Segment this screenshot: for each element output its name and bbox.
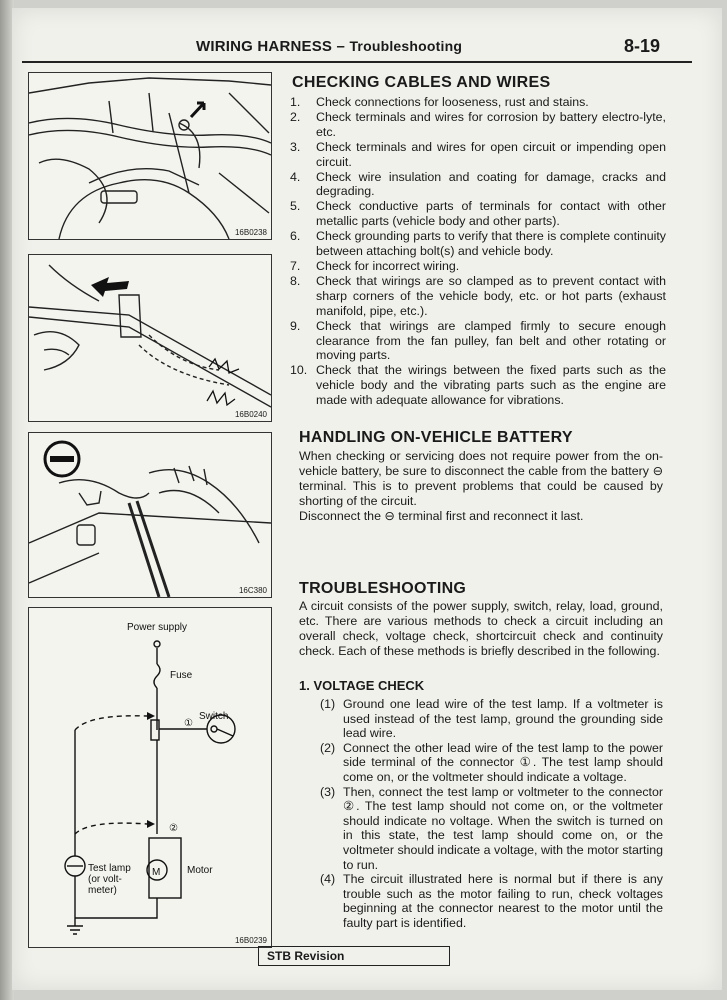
figure-code: 16B0240 [234, 410, 267, 419]
heading-voltage-check: 1. VOLTAGE CHECK [299, 678, 425, 693]
pull-arrow-icon [91, 277, 129, 297]
figure-battery-terminal [28, 432, 272, 598]
battery-paragraph: When checking or servicing does not require power from the on-vehicle battery, be sure to disconnect the cable from the battery ⊖ terminal. This is to prevent problems that could be caused by shorting of the circuit. [299, 449, 663, 508]
label-connector-2: ② [169, 823, 178, 834]
figure-circuit-diagram [28, 607, 272, 948]
troubleshooting-paragraph: A circuit consists of the power supply, switch, relay, load, ground, etc. There are various methods to check a circuit including an overall check, voltage check, shortcircuit check and continuity check. Each of these methods is briefly described in the following. [299, 599, 663, 658]
list-item: 7. Check for incorrect wiring. [290, 258, 460, 273]
label-fuse: Fuse [170, 670, 193, 681]
label-connector-1: ① [184, 718, 193, 729]
list-item: 1. Check connections for looseness, rust and stains. [290, 95, 589, 109]
clamp-illustration [29, 255, 271, 421]
list-item: 6. Check grounding parts to verify that there is complete continuity between attaching bolt(s) and vehicle body. [290, 229, 666, 259]
list-item: 4. Check wire insulation and coating for damage, cracks and degrading. [290, 169, 666, 199]
motor-symbol: M [152, 867, 161, 878]
label-motor: Motor [187, 865, 213, 876]
heading-checking-cables: CHECKING CABLES AND WIRES [292, 74, 551, 91]
label-test-lamp: Test lamp [88, 863, 131, 874]
list-item: 3. Check terminals and wires for open circuit or impending open circuit. [290, 139, 666, 169]
heading-troubleshooting: TROUBLESHOOTING [299, 580, 467, 597]
label-power-supply: Power supply [127, 622, 188, 633]
label-switch: Switch [199, 711, 229, 722]
voltage-check-steps [320, 697, 663, 931]
header-dash: – [336, 38, 346, 55]
circuit-diagram [29, 608, 271, 947]
ground-icon [67, 926, 83, 934]
spark-icon [209, 359, 239, 373]
header-title: WIRING HARNESS [196, 38, 333, 55]
fuse-icon [154, 664, 160, 688]
figure-harness-connector [28, 72, 272, 240]
checking-list [290, 95, 666, 408]
list-item: 8. Check that wirings are so clamped as to prevent contact with sharp corners of the vehicle body, etc. or hot parts (exhaust manifold, pipe, etc.). [290, 273, 666, 318]
header-subtitle: Troubleshooting [349, 38, 463, 54]
header-rule [22, 61, 692, 63]
figure-code: 16C380 [238, 586, 267, 595]
page-number: 8-19 [624, 36, 661, 56]
list-item: 5. Check conductive parts of terminals for contact with other metallic parts (vehicle body and other parts). [290, 199, 666, 229]
arrow-icon [191, 103, 204, 117]
page-header [196, 38, 462, 55]
battery-illustration [29, 433, 271, 597]
figure-code: 16B0239 [234, 936, 267, 945]
step-item: (3) Then, connect the test lamp or voltmeter to the connector ②. The test lamp should not come on, or the voltmeter should indicate no voltage. When the switch is turned on in this state, the test lamp should come on, or the voltmeter should indicate a voltage, with the motor starting to run. [320, 784, 663, 872]
step-item: (4) The circuit illustrated here is normal but if there is any trouble such as the motor failing to run, check voltages beginning at the connector nearest to the motor until the faulty part is identified. [320, 872, 663, 930]
harness-illustration [29, 73, 271, 239]
heading-battery: HANDLING ON-VEHICLE BATTERY [299, 429, 573, 446]
label-test-lamp-2: (or volt- [88, 874, 122, 885]
spark-icon-2 [207, 391, 235, 405]
figure-code: 16B0238 [234, 228, 267, 237]
step-item: (1) Ground one lead wire of the test lamp. If a voltmeter is used instead of the test lamp, ground the grounding side lead wire. [320, 697, 663, 741]
list-item: 2. Check terminals and wires for corrosion by battery electro-lyte, etc. [290, 109, 666, 139]
footer-revision-label: STB Revision [258, 946, 450, 966]
list-item: 10. Check that the wirings between the fixed parts such as the vehicle body and the vibrating parts such as the engine are made with adequate allowance for vibrations. [290, 363, 666, 408]
list-item: 9. Check that wirings are clamped firmly to secure enough clearance from the fan pulley, fan belt and other rotating or moving parts. [290, 318, 666, 363]
battery-paragraph-2: Disconnect the ⊖ terminal first and reconnect it last. [299, 509, 584, 523]
figure-clamped-wire [28, 254, 272, 422]
label-test-lamp-3: meter) [88, 885, 117, 896]
step-item: (2) Connect the other lead wire of the test lamp to the power side terminal of the connector ①. The test lamp should come on, or the voltmeter should indicate a voltage. [320, 740, 663, 784]
